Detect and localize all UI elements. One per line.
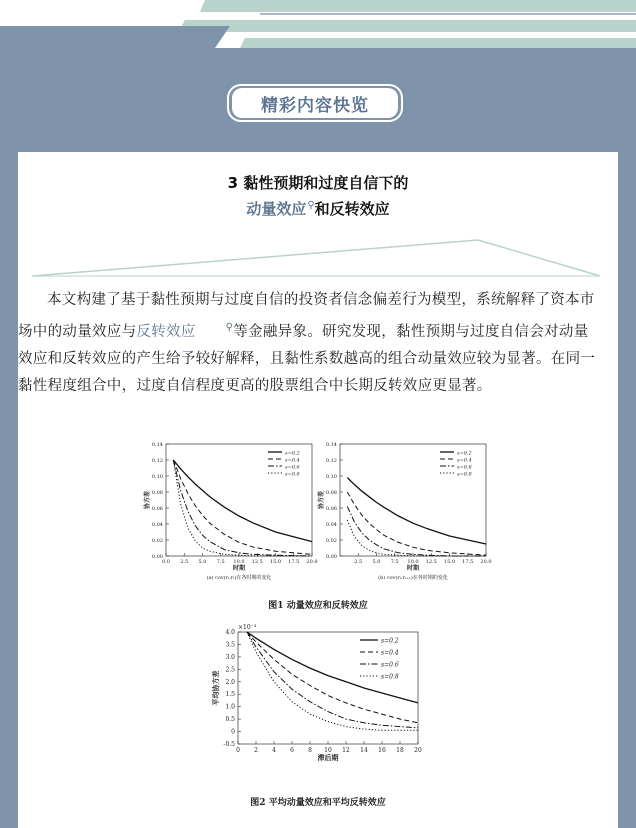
body-text-part2: 等金融异象。研究发现，黏性预期与过度自信会对动量效应和反转效应的产生给予较好解释，且黏性系数越高的组合动量效应较为显著。在同一黏性程度组合中，过度自信程度更高的股票组合中长期反转效应更显著。 (18, 323, 596, 394)
y-tick-label: 0.00 (151, 554, 163, 560)
x-tick-label: 8 (308, 747, 312, 754)
x-tick-label: 2.5 (180, 559, 189, 565)
y-tick-label: 0.02 (151, 538, 163, 544)
series-line-4 (347, 520, 486, 556)
x-tick-label: 7.5 (216, 559, 225, 565)
y-tick-label: -0.5 (223, 741, 235, 748)
series-line-3 (347, 506, 486, 556)
y-tick-label: 0.08 (151, 490, 163, 496)
top-decoration-band (0, 0, 636, 48)
legend-label: s=0.2 (285, 450, 300, 457)
x-tick-label: 16 (378, 747, 386, 754)
figure2 (200, 620, 440, 792)
x-axis-label: 时期 (232, 565, 246, 572)
legend-label: s=0.2 (457, 450, 472, 457)
y-tick-label: 0.04 (325, 522, 337, 528)
figure1 (140, 438, 500, 592)
legend-label: s=0.2 (381, 637, 399, 645)
x-tick-label: 4 (272, 747, 276, 754)
legend-label: s=0.8 (381, 673, 399, 681)
search-icon[interactable]: ⚲ (225, 322, 234, 333)
body-paragraph (18, 287, 603, 400)
y-tick-label: 1.0 (225, 703, 235, 711)
x-tick-label: 0.0 (162, 559, 170, 565)
y-axis-label: 协方差 (144, 490, 151, 510)
y-tick-label: 0.06 (325, 506, 337, 512)
y-tick-label: 2.0 (225, 678, 235, 686)
x-tick-label: 5.0 (198, 559, 207, 565)
x-tick-label: 10.0 (407, 559, 419, 565)
legend-label: s=0.6 (457, 464, 472, 471)
body-text-part1: 本文构建了基于黏性预期与过度自信的投资者信念偏差行为模型，系统解释了资本市场中的动量效应与 (18, 292, 595, 340)
y-tick-label: 3.0 (225, 653, 235, 661)
y-tick-label: 2.5 (225, 666, 235, 674)
panel-a-subcaption: (a) cov(rₜ,rₜ)在各时期的变化 (206, 575, 272, 581)
momentum-keyword-link[interactable]: 动量效应 (246, 200, 307, 218)
section-title-line1: 3 黏性预期和过度自信下的 (227, 174, 409, 192)
x-tick-label: 20.0 (480, 559, 492, 565)
legend-label: s=0.4 (381, 649, 399, 657)
x-tick-label: 2 (254, 747, 258, 754)
panel-b-subcaption: (b) cov(rₜ,rₜ₊₁)在各时期的变化 (378, 575, 448, 581)
legend-label: s=0.6 (381, 661, 399, 669)
y-tick-label: 0.02 (325, 538, 337, 544)
y-tick-label: 0.10 (325, 474, 337, 480)
x-tick-label: 10 (324, 747, 332, 754)
x-tick-label: 17.5 (462, 559, 474, 565)
search-icon[interactable]: ⚲ (307, 200, 315, 211)
legend-label: s=0.8 (457, 471, 472, 478)
x-tick-label: 2.5 (354, 559, 363, 565)
y-tick-label: 0.5 (225, 716, 235, 724)
figure1-chart (140, 438, 500, 588)
y-tick-label: 3.5 (225, 641, 235, 649)
series-line-4 (247, 632, 418, 730)
x-tick-label: 20.0 (306, 559, 318, 565)
x-tick-label: 6 (290, 747, 294, 754)
series-line-2 (347, 492, 486, 555)
y-tick-label: 0 (231, 728, 235, 736)
x-tick-label: 17.5 (288, 559, 300, 565)
figure2-caption: 图2 平均动量效应和平均反转效应 (250, 798, 386, 808)
x-tick-label: 12.5 (251, 559, 263, 565)
section-badge (227, 84, 403, 122)
y-tick-label: 0.10 (151, 474, 163, 480)
legend-label: s=0.4 (285, 457, 300, 464)
x-tick-label: 12 (342, 747, 350, 754)
x-tick-label: 15.0 (269, 559, 282, 565)
x-tick-label: 12.5 (425, 559, 437, 565)
series-line-1 (347, 478, 486, 544)
y-tick-label: 4.0 (225, 629, 235, 636)
y-tick-label: 0.12 (325, 458, 337, 464)
x-tick-label: 18 (396, 747, 404, 754)
x-tick-label: 20 (414, 747, 422, 754)
legend-label: s=0.6 (285, 464, 300, 471)
legend-label: s=0.8 (285, 471, 300, 478)
x-tick-label: 10.0 (233, 559, 245, 565)
y-tick-label: 0.12 (151, 458, 163, 464)
x-tick-label: 0 (236, 747, 240, 754)
figure1-caption: 图1 动量效应和反转效应 (268, 601, 368, 611)
x-tick-label: 15.0 (443, 559, 456, 565)
y-axis-label: 协方差 (318, 490, 325, 510)
y-tick-label: 0.06 (151, 506, 163, 512)
y-tick-label: 0.14 (325, 442, 337, 448)
x-axis-label: 时期 (406, 565, 420, 572)
divider-lines (0, 232, 636, 282)
legend-label: s=0.4 (457, 457, 472, 464)
y-tick-label: 0.04 (151, 522, 163, 528)
section-title-rest: 和反转效应 (314, 200, 390, 218)
reversal-keyword-link[interactable]: 反转效应 (136, 323, 196, 340)
y-tick-label: 1.5 (225, 691, 235, 699)
y-axis-label: 平均协方差 (211, 670, 220, 706)
y-tick-label: 0.14 (151, 442, 163, 448)
y-tick-label: 0.08 (325, 490, 337, 496)
top-stripes-graphic (0, 0, 636, 48)
x-axis-label: 滞后期 (317, 753, 339, 762)
y-tick-label: 0.00 (325, 554, 337, 560)
x-tick-label: 7.5 (390, 559, 399, 565)
x-tick-label: 14 (360, 747, 368, 754)
y-scale-label: ×10⁻³ (238, 624, 257, 631)
x-tick-label: 5.0 (372, 559, 381, 565)
figure2-chart (200, 620, 440, 788)
section-title-line2 (18, 198, 618, 219)
section-badge-label: 精彩内容快览 (232, 88, 398, 118)
